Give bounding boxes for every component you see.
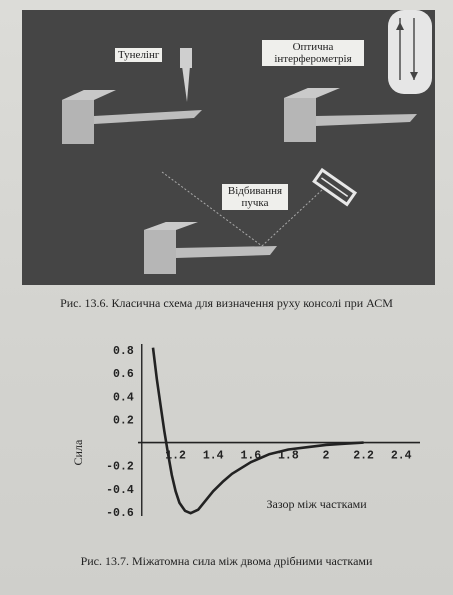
afm-schematic-photo: [22, 10, 435, 285]
y-tick-label: -0.2: [106, 460, 134, 474]
force-chart: [50, 330, 430, 530]
cantilever-block-beam: [144, 222, 277, 274]
x-tick-label: 2.4: [390, 449, 412, 463]
afm-schematic-drawing: [22, 10, 435, 285]
photodetector: [314, 170, 355, 204]
y-tick-label: 0.2: [113, 414, 134, 428]
label-tunneling: Тунелінг: [115, 48, 162, 62]
y-tick-label: 0.6: [113, 368, 134, 382]
x-tick-label: 2.2: [353, 449, 374, 463]
y-tick-label: 0.4: [113, 391, 134, 405]
x-tick-label: 2: [322, 449, 330, 463]
cantilever-block-interferometry: [284, 88, 417, 142]
y-tick-label: 0.8: [113, 345, 134, 358]
x-tick-label: 1.8: [278, 449, 299, 463]
label-beam-reflection: Відбивання пучка: [222, 184, 288, 210]
x-tick-label: 1.4: [202, 449, 224, 463]
y-tick-label: -0.4: [106, 483, 134, 497]
optical-fiber: [388, 10, 432, 94]
x-tick-label: 1.2: [165, 449, 186, 463]
force-chart-svg: [50, 330, 430, 530]
y-axis-title: Сила: [70, 439, 85, 466]
cantilever-block-tunneling: [62, 90, 202, 144]
figure-13-7-caption: Рис. 13.7. Міжатомна сила між двома дрібними частками: [80, 554, 373, 568]
x-tick-label: 1.6: [240, 449, 262, 463]
label-optical-interferometry: Оптична інтерферометрія: [262, 40, 364, 66]
tunneling-tip: [180, 48, 192, 102]
figure-13-6-caption: Рис. 13.6. Класична схема для визначення руху консолі при АСМ: [60, 296, 393, 310]
x-axis-title: Зазор між частками: [266, 497, 367, 511]
y-tick-label: -0.6: [106, 507, 134, 520]
force-curve: [153, 348, 364, 514]
